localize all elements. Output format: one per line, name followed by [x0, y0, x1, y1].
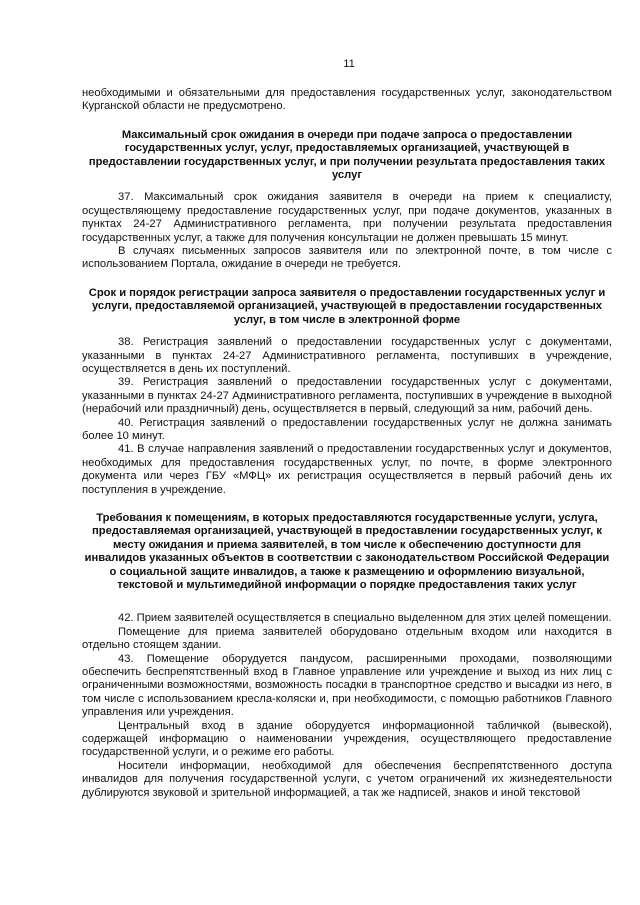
- paragraph-37: 37. Максимальный срок ожидания заявителя в очереди на прием к специалисту, осуществляющему предоставление государственных услуг, при подаче документов, указанных в пунктах 24-27 Административного регламента, при получении результата предоставления государственных услуг, а также для получения консультации не должен превышать 15 минут.: [82, 191, 612, 244]
- paragraph-separate-entrance: Помещение для приема заявителей оборудовано отдельным входом или находится в отдельно стоящем здании.: [82, 625, 612, 652]
- document-page: [82, 58, 612, 800]
- paragraph-central-entrance: Центральный вход в здание оборудуется информационной табличкой (вывеской), содержащей информацию о наименовании учреждения, осуществляющего предоставление государственной услуги, и о режиме его работы.: [82, 719, 612, 759]
- page-number: 11: [343, 58, 355, 70]
- paragraph-38: 38. Регистрация заявлений о предоставлении государственных услуг с документами, указанными в пунктах 24-27 Административного регламента, поступивших в учреждение, осуществляется в день их поступлений.: [82, 336, 612, 375]
- section-heading-registration: Срок и порядок регистрации запроса заявителя о предоставлении государственных услуг и услуги, предоставляемой организацией, участвующей в предоставлении государственных услуг, в том числе в электронной форме: [88, 286, 606, 326]
- paragraph-40: 40. Регистрация заявлений о предоставлении государственных услуг не должна занимать более 10 минут.: [82, 416, 612, 442]
- paragraph-41: 41. В случае направления заявлений о предоставлении государственных услуг и документов, необходимых для предоставления государственных услуг, по почте, в форме электронного документа или через ГБУ «МФЦ» их регистрация осуществляется в первый рабочий день их поступления в учреждение.: [82, 443, 612, 496]
- paragraph-43: 43. Помещение оборудуется пандусом, расширенными проходами, позволяющими обеспечить беспрепятственный вход в Главное управление или учреждение и выход из них лиц с ограниченными возможностями, возможность посадки в транспортное средство и высадки из него, в том числе с использованием кресла-коляски и, при необходимости, с помощью работников Главного управления или учреждения.: [82, 652, 612, 719]
- paragraph-continued: необходимыми и обязательными для предоставления государственных услуг, законодательством Курганской области не предусмотрено.: [82, 87, 612, 113]
- paragraph-information-carriers: Носители информации, необходимой для обеспечения беспрепятственного доступа инвалидов для получения государственной услуги, с учетом ограничений их жизнедеятельности дублируются звуковой и зрительной информацией, а так же надписей, знаков и иной текстовой: [82, 759, 612, 799]
- paragraph-42: 42. Прием заявителей осуществляется в специально выделенном для этих целей помещении.: [118, 612, 612, 625]
- section-heading-premises: Требования к помещениям, в которых предоставляются государственные услуги, услуга, предоставляемая организацией, участвующей в предоставлении государственных услуг, к месту ожидания и приема заявителей, в том числе к обеспечению доступности для инвалидов указанных объектов в соответствии с законодательством Российской Федерации о социальной защите инвалидов, а также к размещению и оформлению визуальной, текстовой и мультимедийной информации о порядке предоставления таких услуг: [84, 511, 610, 591]
- paragraph-39: 39. Регистрация заявлений о предоставлении государственных услуг с документами, указанными в пунктах 24-27 Административного регламента, поступивших в учреждение в выходной (нерабочий или праздничный) день, осуществляется в первый, следующий за ним, рабочий день.: [82, 376, 612, 416]
- section-heading-waiting-time: Максимальный срок ожидания в очереди при подаче запроса о предоставлении государственных услуг, услуг, предоставляемых организацией, участвующей в предоставлении государственных услуг, и при получении результата предоставления таких услуг: [88, 128, 606, 182]
- paragraph-written-requests: В случаях письменных запросов заявителя или по электронной почте, в том числе с использованием Портала, ожидание в очереди не требуется.: [82, 245, 612, 271]
